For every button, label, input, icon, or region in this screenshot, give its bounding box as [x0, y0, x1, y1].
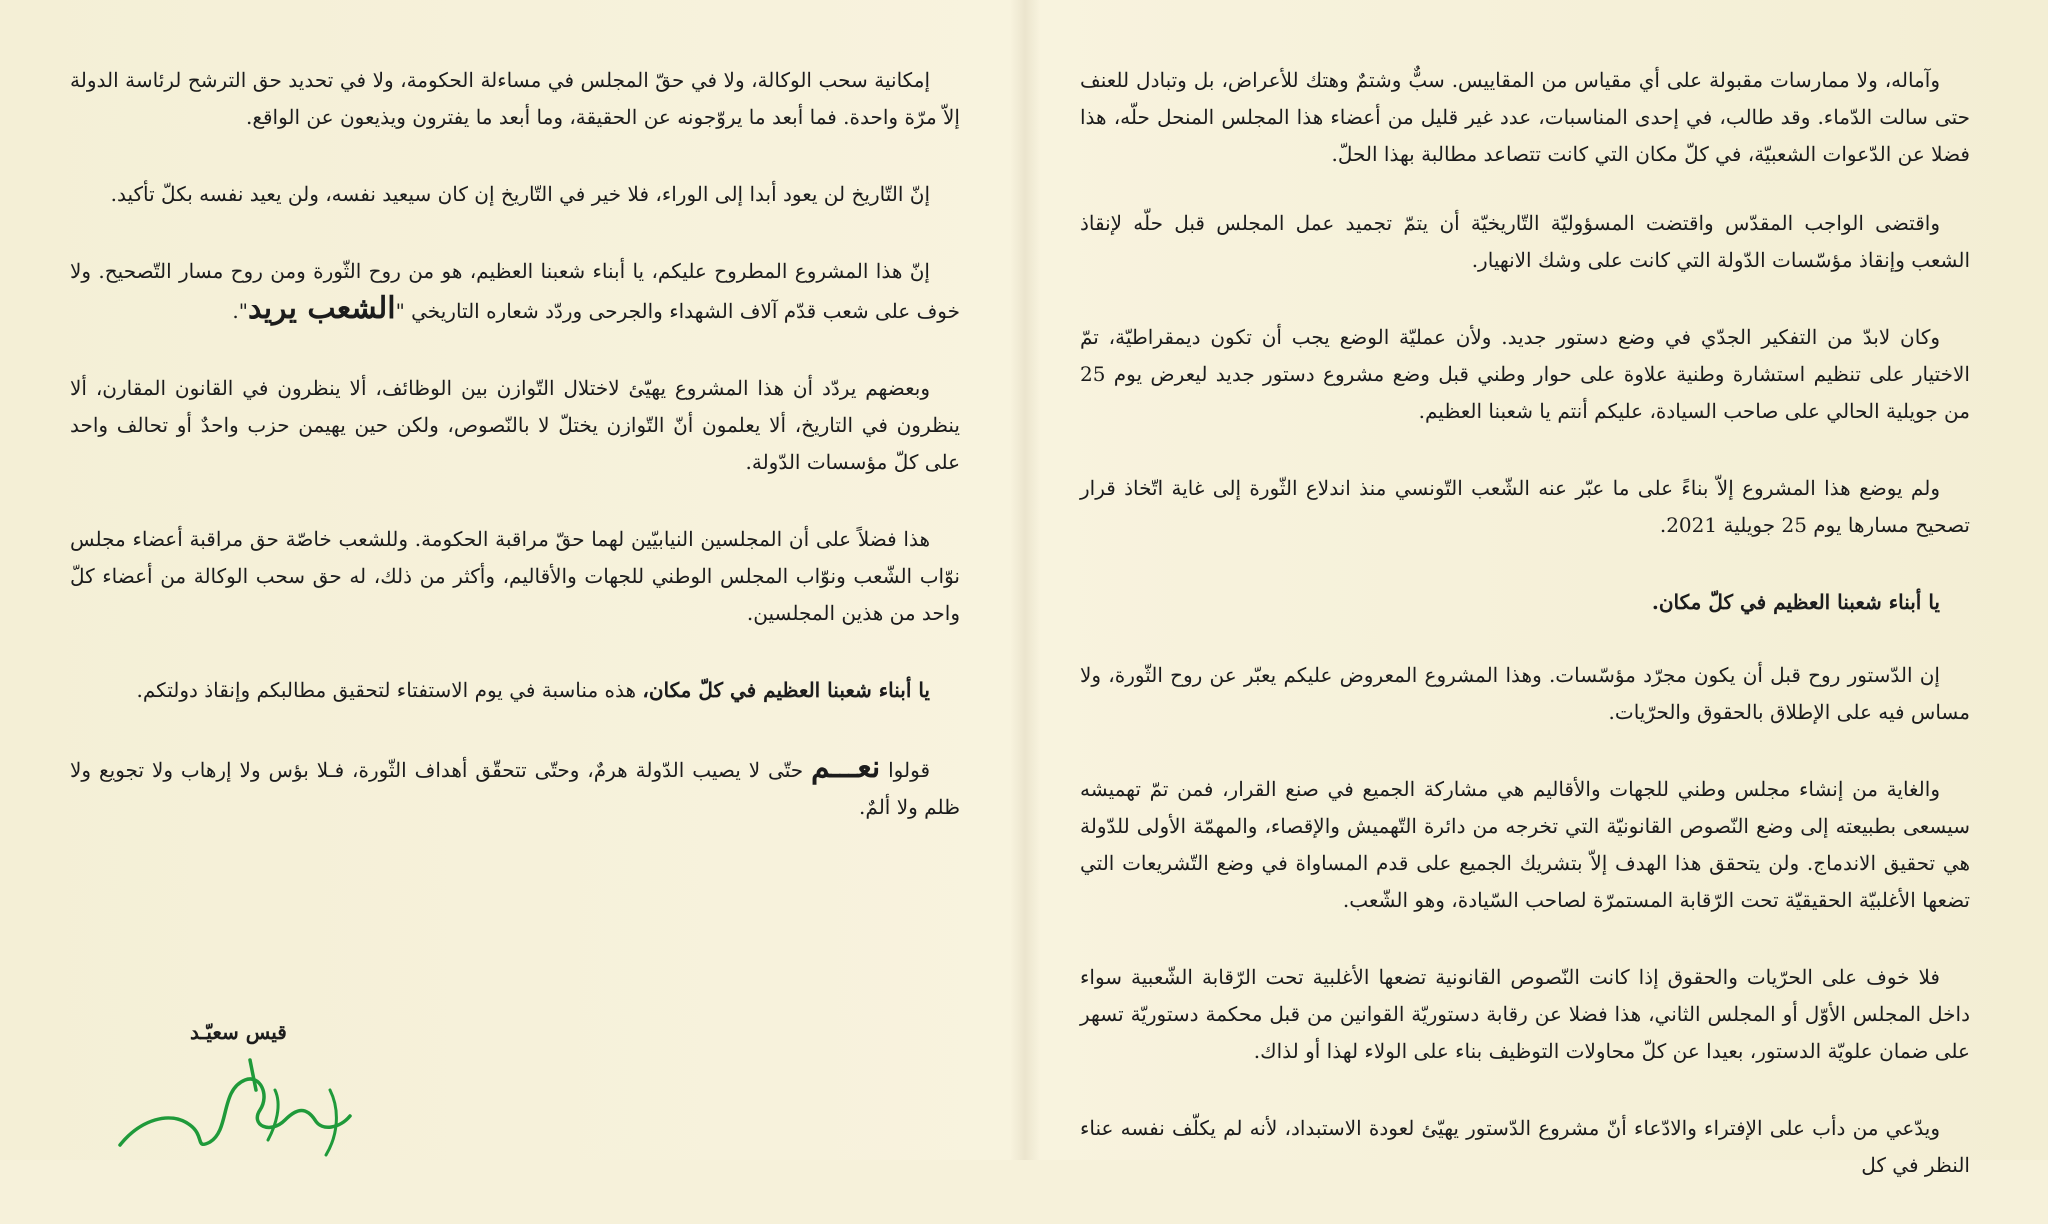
signature-block — [100, 1020, 400, 1160]
left-heading-inline: يا أبناء شعبنا العظيم في كلّ مكان، — [642, 678, 930, 702]
left-paragraph-5: هذا فضلاً على أن المجلسين النيابيّين لهما حقّ مراقبة الحكومة. وللشعب خاصّة حق مراقبة أعضاء مجلس نوّاب الشّعب ونوّاب المجلس الوطني للجهات والأقاليم، وأكثر من ذلك، له حق سحب الوكالة من أعضاء كلّ واحد من هذين المجلسين. — [70, 527, 960, 625]
right-paragraph-8: ويدّعي من دأب على الإفتراء والادّعاء أنّ مشروع الدّستور يهيّئ لعودة الاستبداد، لأنه لم يكلّف نفسه عناء النظر في كل — [1080, 1116, 1970, 1177]
right-paragraph-2: واقتضى الواجب المقدّس واقتضت المسؤوليّة التّاريخيّة أن يتمّ تجميد عمل المجلس قبل حلّه لإنقاذ الشعب وإنقاذ مؤسّسات الدّولة التي كانت على وشك الانهيار. — [1080, 211, 1970, 272]
right-paragraph-4: ولم يوضع هذا المشروع إلاّ بناءً على ما عبّر عنه الشّعب التّونسي منذ اندلاع الثّورة إلى غاية اتّخاذ قرار تصحيح مسارها يوم 25 جويلية 2021. — [1080, 476, 1970, 537]
page-fold-shadow — [1010, 0, 1040, 1160]
left-paragraph-6 — [70, 672, 960, 709]
left-paragraph-6-text: هذه مناسبة في يوم الاستفتاء لتحقيق مطالبكم وإنقاذ دولتكم. — [136, 678, 643, 702]
left-paragraph-1: إمكانية سحب الوكالة، ولا في حقّ المجلس في مساءلة الحكومة، ولا في تحديد حق الترشح لرئاسة الدولة إلاّ مرّة واحدة. فما أبعد ما يروّجونه عن الحقيقة، وما أبعد ما يفترون ويذيعون عن الواقع. — [70, 68, 960, 129]
left-paragraph-3 — [70, 253, 960, 330]
right-paragraph-1: وآماله، ولا ممارسات مقبولة على أي مقياس من المقاييس. سبٌّ وشتمٌ وهتك للأعراض، بل وتبادل للعنف حتى سالت الدّماء. وقد طالب، في إحدى المناسبات، عدد غير قليل من أعضاء هذا المجلس المنحل حلّه، هذا فضلا عن الدّعوات الشعبيّة، في كلّ مكان التي كانت تتصاعد مطالبة بهذا الحلّ. — [1080, 68, 1970, 166]
right-paragraph-5: إن الدّستور روح قبل أن يكون مجرّد مؤسّسات. وهذا المشروع المعروض عليكم يعبّر عن روح الثّورة، ولا مساس فيه على الإطلاق بالحقوق والحرّيات. — [1080, 663, 1970, 724]
right-paragraph-6: والغاية من إنشاء مجلس وطني للجهات والأقاليم هي مشاركة الجميع في صنع القرار، فمن تمّ تهميشه سيسعى بطبيعته إلى وضع النّصوص القانونيّة التي تخرجه من دائرة التّهميش والإقصاء، والمهمّة الأولى للدّولة هي تحقيق الاندماج. ولن يتحقق هذا الهدف إلاّ بتشريك الجميع على قدم المساواة في وضع التّشريعات التي تضعها الأغلبيّة الحقيقيّة تحت الرّقابة المستمرّة لصاحب السّيادة، وهو الشّعب. — [1080, 777, 1970, 912]
left-paragraph-7-text-a: قولوا — [880, 758, 931, 782]
left-paragraph-3-text-a: إنّ هذا المشروع المطروح عليكم، يا أبناء شعبنا العظيم، هو من روح الثّورة ومن روح مسار التّصحيح. ولا خوف على شعب قدّم آلاف الشهداء والجرحى وردّد شعاره التاريخي " — [70, 259, 960, 323]
word-yes: نعـــم — [811, 750, 881, 785]
right-heading: يا أبناء شعبنا العظيم في كلّ مكان. — [1651, 590, 1940, 614]
left-paragraph-2: إنّ التّاريخ لن يعود أبدا إلى الوراء، فلا خير في التّاريخ إن كان سيعيد نفسه، ولن يعيد نفسه بكلّ تأكيد. — [110, 182, 930, 206]
slogan-the-people-want: الشعب يريد — [247, 291, 396, 326]
right-paragraph-3: وكان لابدّ من التفكير الجدّي في وضع دستور جديد. ولأن عمليّة الوضع يجب أن تكون ديمقراطيّة، تمّ الاختيار على تنظيم استشارة وطنية علاوة على حوار وطني قبل وضع مشروع دستور جديد ليعرض يوم 25 من جويلية الحالي على صاحب السيادة، عليكم أنتم يا شعبنا العظيم. — [1080, 325, 1970, 423]
left-paragraph-3-text-b: ". — [232, 299, 248, 323]
signatory-name: قيس سعيّـد — [190, 1020, 287, 1044]
left-column — [70, 62, 960, 866]
left-paragraph-7 — [70, 749, 960, 826]
left-paragraph-4: وبعضهم يردّد أن هذا المشروع يهيّئ لاختلال التّوازن بين الوظائف، ألا ينظرون في القانون المقارن، ألا ينظرون في التاريخ، ألا يعلمون أنّ التّوازن يختلّ لا بالنّصوص، ولكن حين يهيمن حزب واحدٌ أو تحالف واحد على كلّ مؤسسات الدّولة. — [70, 376, 960, 474]
right-column — [1080, 62, 1970, 1224]
left-paragraph-7-text-b: حتّى لا يصيب الدّولة هرمٌ، وحتّى تتحقّق أهداف الثّورة، فـلا بؤس ولا إرهاب ولا تجويع ولا ظلم ولا ألمٌ. — [70, 758, 960, 819]
right-paragraph-7: فلا خوف على الحرّيات والحقوق إذا كانت النّصوص القانونية تضعها الأغلبية تحت الرّقابة الشّعبية سواء داخل المجلس الأوّل أو المجلس الثاني، هذا فضلا عن رقابة دستوريّة القوانين من قبل محكمة دستوريّة تسهر على ضمان علويّة الدستور، بعيدا عن كلّ محاولات التوظيف بناء على الولاء لهذا أو لذاك. — [1080, 965, 1970, 1063]
handwritten-signature-icon — [100, 1050, 380, 1160]
